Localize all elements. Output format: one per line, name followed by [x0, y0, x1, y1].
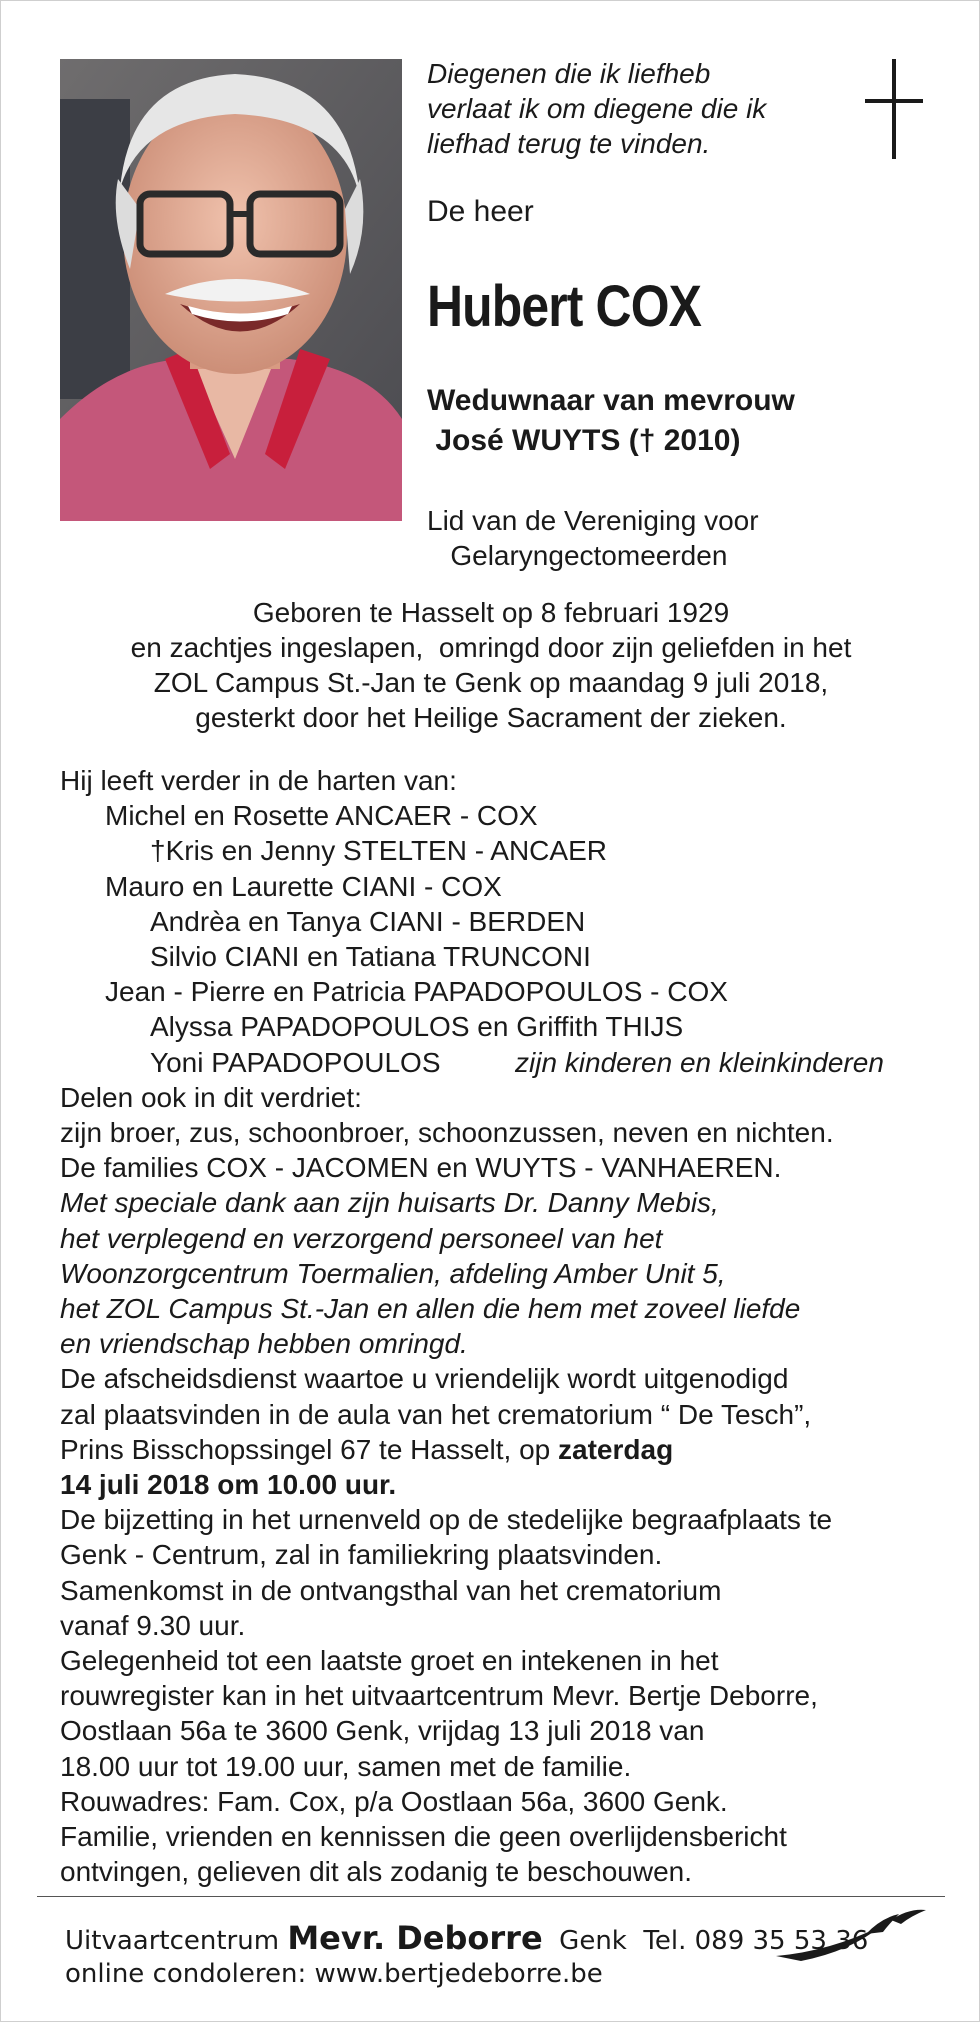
- family-member: Andrèa en Tanya CIANI - BERDEN: [150, 905, 586, 937]
- birth-death-line: Geboren te Hasselt op 8 februari 1929: [252, 597, 730, 628]
- bird-logo-icon: [771, 1906, 931, 1966]
- family-member: Jean - Pierre en Patricia PAPADOPOULOS - COX: [105, 976, 728, 1008]
- quote-line: Diegenen die ik liefheb: [427, 58, 711, 89]
- info-line: Rouwadres: Fam. Cox, p/a Oostlaan 56a, 3600 Genk.: [60, 1785, 728, 1817]
- family-member: Michel en Rosette ANCAER - COX: [105, 800, 538, 832]
- membership: [427, 503, 759, 573]
- info-line: Familie, vrienden en kennissen die geen overlijdensbericht: [60, 1821, 787, 1853]
- info-line: rouwregister kan in het uitvaartcentrum Mevr. Bertje Deborre,: [60, 1680, 818, 1712]
- family-member: Silvio CIANI en Tatiana TRUNCONI: [150, 941, 591, 973]
- info-line: Genk - Centrum, zal in familiekring plaatsvinden.: [60, 1539, 663, 1571]
- info-line: De bijzetting in het urnenveld op de stedelijke begraafplaats te: [60, 1504, 833, 1536]
- deceased-name: Hubert COX: [427, 274, 702, 339]
- info-line: 18.00 uur tot 19.00 uur, samen met de familie.: [60, 1750, 632, 1782]
- service-place: Prins Bisschopssingel 67 te Hasselt, op: [60, 1433, 559, 1465]
- info-line: Gelegenheid tot een laatste groet en intekenen in het: [60, 1645, 719, 1677]
- family-member-row: [60, 1045, 940, 1080]
- thanks-line: Met speciale dank aan zijn huisarts Dr. Danny Mebis,: [60, 1187, 719, 1219]
- title-label: De heer: [427, 195, 534, 228]
- grief-line: Delen ook in dit verdriet:: [60, 1081, 362, 1113]
- service-line: zal plaatsvinden in de aula van het crematorium “ De Tesch”,: [60, 1398, 812, 1430]
- quote: [427, 56, 766, 161]
- footer-contact: Genk Tel. 089 35 53 36: [542, 1926, 869, 1956]
- service-datetime: 14 juli 2018 om 10.00 uur.: [60, 1469, 397, 1501]
- family-member: Yoni PAPADOPOULOS: [150, 1046, 441, 1078]
- grief-line: De families COX - JACOMEN en WUYTS - VANHAEREN.: [60, 1152, 782, 1184]
- info-line: vanaf 9.30 uur.: [60, 1609, 246, 1641]
- family-tag: zijn kinderen en kleinkinderen: [515, 1046, 884, 1078]
- spouse-line: Weduwnaar van mevrouw: [427, 384, 795, 417]
- service-line: De afscheidsdienst waartoe u vriendelijk wordt uitgenodigd: [60, 1363, 789, 1395]
- cross-icon: [865, 59, 923, 159]
- obituary-body: [60, 763, 940, 1890]
- quote-line: verlaat ik om diegene die ik: [427, 93, 767, 124]
- footer-company: [65, 1919, 868, 1957]
- service-day: zaterdag: [558, 1433, 674, 1465]
- service-line: [60, 1432, 940, 1467]
- footer-prefix: Uitvaartcentrum: [65, 1926, 288, 1956]
- family-member: Mauro en Laurette CIANI - COX: [105, 870, 502, 902]
- birth-death-line: gesterkt door het Heilige Sacrament der zieken.: [195, 702, 787, 733]
- spouse-info: [427, 381, 795, 461]
- spouse-line: José WUYTS († 2010): [427, 424, 741, 457]
- family-member: Alyssa PAPADOPOULOS en Griffith THIJS: [150, 1011, 684, 1043]
- footer-website: online condoleren: www.bertjedeborre.be: [65, 1959, 603, 1989]
- thanks-line: en vriendschap hebben omringd.: [60, 1328, 468, 1360]
- family-member: †Kris en Jenny STELTEN - ANCAER: [150, 835, 607, 867]
- info-line: Oostlaan 56a te 3600 Genk, vrijdag 13 juli 2018 van: [60, 1715, 705, 1747]
- portrait-photo: [60, 59, 402, 521]
- info-line: Samenkomst in de ontvangsthal van het crematorium: [60, 1574, 722, 1606]
- thanks-line: het ZOL Campus St.-Jan en allen die hem met zoveel liefde: [60, 1293, 801, 1325]
- grief-line: zijn broer, zus, schoonbroer, schoonzussen, neven en nichten.: [60, 1117, 834, 1149]
- membership-line: Lid van de Vereniging voor: [427, 505, 759, 536]
- thanks-line: Woonzorgcentrum Toermalien, afdeling Amber Unit 5,: [60, 1257, 726, 1289]
- quote-line: liefhad terug te vinden.: [427, 128, 711, 159]
- footer-brand: Mevr. Deborre: [287, 1919, 543, 1957]
- birth-death-info: [41, 595, 941, 735]
- footer-divider: [37, 1896, 945, 1897]
- family-intro: Hij leeft verder in de harten van:: [60, 765, 457, 796]
- thanks-line: het verplegend en verzorgend personeel van het: [60, 1222, 663, 1254]
- birth-death-line: ZOL Campus St.-Jan te Genk op maandag 9 juli 2018,: [153, 667, 829, 698]
- info-line: ontvingen, gelieven dit als zodanig te beschouwen.: [60, 1856, 692, 1888]
- birth-death-line: en zachtjes ingeslapen, omringd door zijn geliefden in het: [130, 632, 852, 663]
- membership-line: Gelaryngectomeerden: [427, 540, 728, 571]
